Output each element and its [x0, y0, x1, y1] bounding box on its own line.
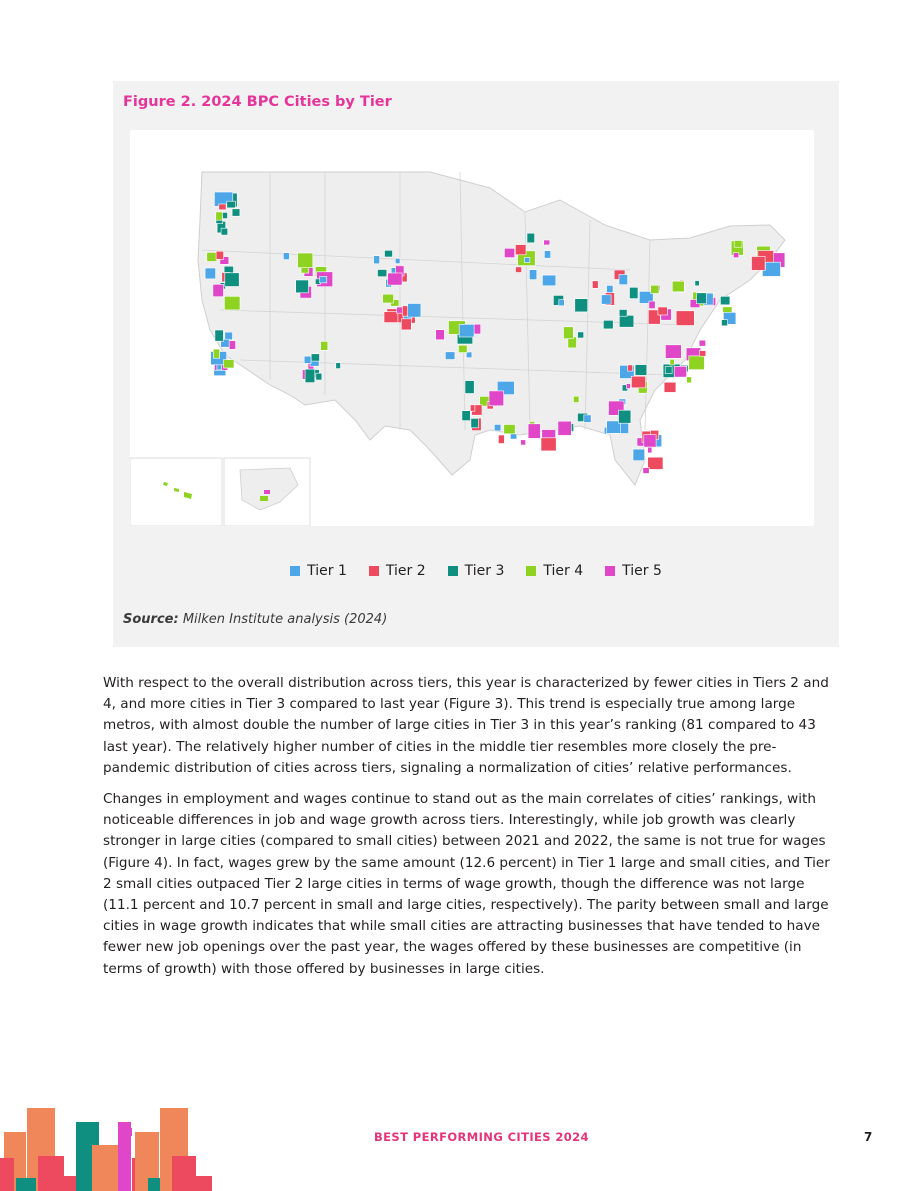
city-region — [445, 352, 455, 360]
city-region — [527, 233, 535, 243]
city-region — [205, 268, 216, 279]
city-region — [336, 363, 341, 369]
city-region — [752, 257, 766, 271]
city-region — [225, 273, 239, 287]
city-region — [670, 359, 674, 365]
city-region — [385, 250, 393, 257]
page-number: 7 — [864, 1130, 873, 1144]
figure-source — [123, 612, 387, 627]
city-region — [462, 411, 470, 421]
city-region — [408, 304, 421, 318]
paragraph: Changes in employment and wages continue to stand out as the main correlates of cities’ rankings, with noticeable differences in job and wage growth across tiers. Interestingly, while job growth was clearly stronger in large cities (compared to small cities) between 2021 and 2022, the same is not true for wages (Figure 4). In fact, wages grew by the same amount (12.6 percent) in Tier 1 large and small cities, and Tier 2 small cities outpaced Tier 2 large cities in terms of wage growth, though the difference was not large (11.1 percent and 10.7 percent in small and large cities, respectively). The parity between small and large cities in wage growth indicates that while small cities are attracting businesses that have tended to have fewer new job openings over the past year, the wages offered by these businesses are competitive (in terms of growth) with those offered by businesses in large cities. — [103, 791, 830, 977]
alaska-city — [264, 490, 270, 494]
city-region — [643, 468, 649, 474]
city-region — [619, 315, 634, 327]
city-region — [504, 425, 515, 434]
city-region — [699, 351, 706, 357]
city-region — [470, 405, 475, 411]
map-legend — [113, 563, 839, 579]
city-region — [401, 319, 411, 330]
city-region — [436, 330, 445, 340]
figure-panel — [113, 81, 839, 647]
legend-item-tier-1 — [290, 563, 347, 579]
city-region — [459, 345, 468, 352]
city-region — [459, 324, 474, 337]
city-region — [216, 251, 224, 259]
city-region — [215, 330, 224, 341]
city-region — [384, 312, 398, 323]
city-region — [219, 204, 226, 210]
legend-item-tier-3 — [448, 563, 505, 579]
source-label: Source: — [123, 612, 179, 627]
map-svg — [130, 130, 814, 526]
city-region — [232, 209, 240, 216]
city-region — [465, 381, 474, 394]
city-region — [395, 258, 400, 263]
city-region — [528, 424, 540, 439]
city-region — [665, 367, 672, 374]
city-region — [221, 228, 228, 235]
city-region — [542, 275, 555, 286]
paragraph: With respect to the overall distribution across tiers, this year is characterized by fewer cities in Tiers 2 and 4, and more cities in Tier 3 compared to last year (Figure 3). This trend is especially true among large metros, with almost double the number of large cities in Tier 3 in this year’s ranking (81 compared to 43 last year). The relatively higher number of cities in the middle tier resembles more closely the pre-pandemic distribution of cities across tiers, signaling a normalization of cities’ relative performances. — [103, 675, 829, 776]
city-region — [674, 366, 686, 377]
legend-label: Tier 5 — [622, 563, 662, 579]
city-region — [626, 384, 630, 389]
city-region — [311, 354, 319, 361]
city-region — [391, 268, 396, 274]
city-region — [504, 248, 514, 257]
city-region — [498, 435, 504, 444]
source-text: Milken Institute analysis (2024) — [178, 612, 388, 627]
city-region — [676, 311, 694, 326]
city-region — [649, 301, 655, 309]
city-region — [213, 284, 224, 296]
city-region — [541, 438, 556, 451]
city-region — [635, 365, 647, 376]
city-region — [578, 332, 584, 338]
city-region — [575, 299, 588, 312]
us-tier-map — [130, 130, 814, 526]
city-region — [619, 310, 627, 317]
legend-label: Tier 3 — [464, 563, 505, 579]
city-region — [529, 270, 537, 280]
legend-item-tier-4 — [526, 563, 583, 579]
city-region — [601, 295, 611, 304]
body-text — [103, 673, 841, 990]
city-region — [544, 251, 550, 259]
city-region — [558, 421, 571, 435]
city-region — [619, 275, 628, 285]
legend-label: Tier 2 — [385, 563, 426, 579]
city-region — [227, 201, 236, 208]
city-region — [388, 273, 402, 285]
hawaii-inset — [130, 458, 222, 526]
city-region — [722, 320, 728, 326]
figure-title: Figure 2. 2024 BPC Cities by Tier — [123, 94, 392, 110]
city-region — [383, 294, 394, 303]
city-region — [584, 415, 591, 423]
city-region — [733, 253, 738, 258]
city-region — [321, 341, 328, 350]
footer-title: BEST PERFORMING CITIES 2024 — [374, 1130, 589, 1144]
city-region — [603, 320, 613, 329]
tier-2-swatch — [369, 566, 379, 576]
city-region — [489, 391, 504, 406]
tier-1-swatch — [290, 566, 300, 576]
city-region — [619, 410, 631, 423]
legend-item-tier-2 — [369, 563, 426, 579]
city-region — [664, 382, 676, 392]
city-region — [305, 369, 315, 383]
city-region — [298, 253, 313, 268]
city-region — [720, 296, 730, 305]
city-region — [516, 267, 522, 273]
city-region — [631, 376, 645, 388]
city-region — [633, 449, 645, 461]
city-region — [687, 377, 692, 383]
city-region — [628, 365, 633, 371]
city-region — [207, 252, 217, 261]
tier-5-swatch — [605, 566, 615, 576]
alaska-city — [260, 496, 268, 501]
city-region — [665, 345, 681, 359]
city-region — [224, 360, 235, 368]
city-region — [397, 307, 403, 313]
city-region — [695, 281, 699, 286]
city-region — [374, 256, 380, 264]
city-region — [630, 287, 639, 298]
city-region — [224, 296, 240, 310]
legend-label: Tier 1 — [307, 563, 347, 579]
city-region — [559, 300, 565, 306]
city-region — [225, 332, 233, 340]
city-region — [320, 276, 327, 283]
city-region — [216, 212, 223, 220]
city-region — [592, 281, 598, 289]
city-region — [734, 241, 742, 248]
city-region — [296, 280, 309, 293]
city-region — [510, 434, 516, 439]
city-region — [672, 281, 684, 292]
city-region — [564, 327, 574, 339]
city-region — [658, 307, 667, 315]
city-region — [651, 285, 659, 293]
city-region — [544, 240, 550, 245]
city-region — [213, 349, 219, 358]
city-region — [648, 457, 663, 469]
skyline-decoration — [0, 1100, 215, 1191]
city-region — [515, 245, 526, 255]
city-region — [648, 447, 652, 453]
legend-item-tier-5 — [605, 563, 662, 579]
city-region — [316, 373, 322, 380]
city-region — [471, 418, 479, 427]
city-region — [644, 435, 656, 447]
city-region — [494, 424, 501, 431]
city-region — [699, 340, 705, 346]
city-region — [378, 270, 387, 277]
city-region — [524, 258, 529, 263]
city-region — [573, 396, 579, 402]
city-region — [229, 341, 235, 350]
tier-3-swatch — [448, 566, 458, 576]
legend-label: Tier 4 — [543, 563, 584, 579]
city-region — [697, 293, 707, 304]
city-region — [689, 356, 705, 370]
tier-4-swatch — [526, 566, 536, 576]
city-region — [521, 440, 526, 445]
city-region — [222, 212, 227, 218]
city-region — [304, 356, 311, 363]
city-region — [283, 253, 289, 260]
